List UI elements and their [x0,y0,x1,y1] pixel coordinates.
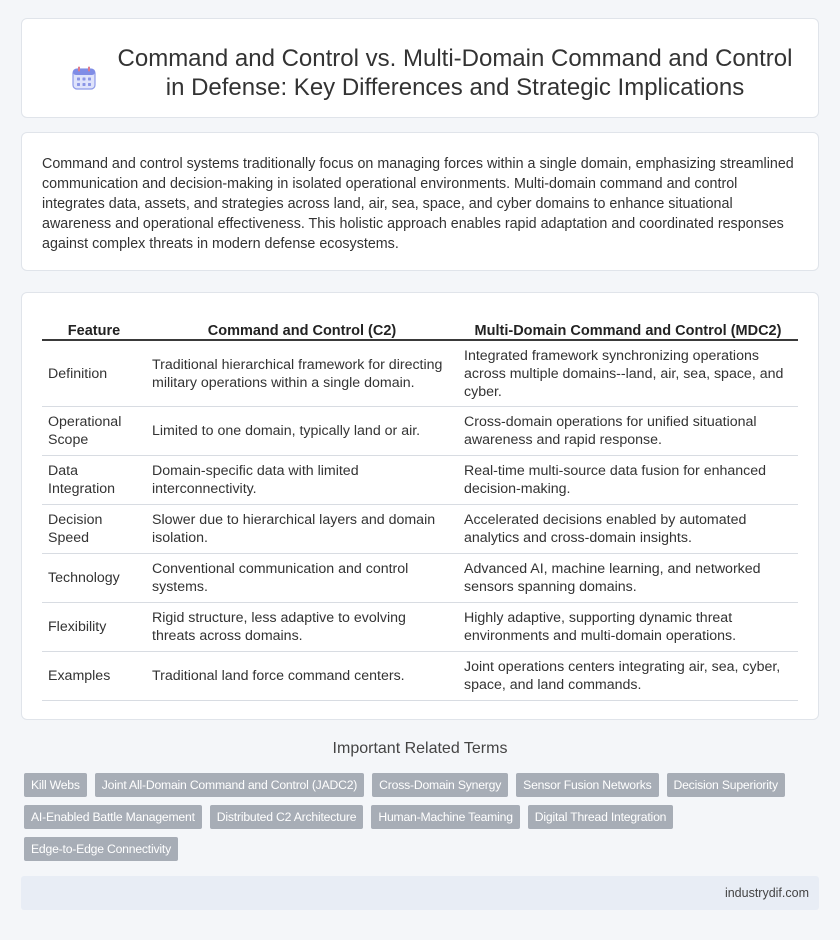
table-header-row [42,313,798,341]
row-feature: Decision Speed [42,505,146,554]
related-term-tag[interactable]: Cross-Domain Synergy [372,773,508,797]
row-mdc2: Cross-domain operations for unified situational awareness and rapid response. [458,407,798,456]
row-c2: Traditional hierarchical framework for directing military operations within a single domain. [146,341,458,407]
row-mdc2: Joint operations centers integrating air, sea, cyber, space, and land commands. [458,652,798,701]
table-row [42,554,798,603]
related-term-tag[interactable]: Joint All-Domain Command and Control (JADC2) [95,773,364,797]
related-terms-list [24,773,804,861]
row-c2: Rigid structure, less adaptive to evolving threats across domains. [146,603,458,652]
intro-paragraph: Command and control systems traditionally focus on managing forces within a single domain, emphasizing streamlined communication and decision-making in isolated operational environments. Multi-domain command and control integrates data, assets, and strategies across land, air, sea, space, and cyber domains to enhance situational awareness and operational effectiveness. This holistic approach enables rapid adaptation and coordinated responses against complex threats in modern defense ecosystems. [42,156,794,252]
table-row [42,407,798,456]
calendar-icon [71,65,97,91]
row-mdc2: Integrated framework synchronizing operations across multiple domains--land, air, sea, space, and cyber. [458,341,798,407]
row-feature: Data Integration [42,456,146,505]
row-feature: Technology [42,554,146,603]
footer-bar [21,876,819,910]
footer-site-link[interactable]: industrydif.com [724,886,809,900]
related-term-tag[interactable]: Decision Superiority [667,773,785,797]
title-card [21,18,819,118]
related-term-tag[interactable]: Distributed C2 Architecture [210,805,364,829]
related-term-tag[interactable]: Human-Machine Teaming [371,805,519,829]
row-mdc2: Accelerated decisions enabled by automated analytics and cross-domain insights. [458,505,798,554]
table-row [42,603,798,652]
row-feature: Flexibility [42,603,146,652]
row-feature: Examples [42,652,146,701]
related-term-tag[interactable]: Kill Webs [24,773,87,797]
table-row [42,341,798,407]
header-feature: Feature [42,313,146,341]
comparison-table-card [21,292,819,720]
related-term-tag[interactable]: Edge-to-Edge Connectivity [24,837,178,861]
row-mdc2: Advanced AI, machine learning, and networked sensors spanning domains. [458,554,798,603]
row-c2: Traditional land force command centers. [146,652,458,701]
table-row [42,652,798,701]
row-mdc2: Highly adaptive, supporting dynamic threat environments and multi-domain operations. [458,603,798,652]
row-c2: Slower due to hierarchical layers and domain isolation. [146,505,458,554]
row-feature: Definition [42,341,146,407]
related-term-tag[interactable]: Sensor Fusion Networks [516,773,658,797]
table-row [42,505,798,554]
related-term-tag[interactable]: AI-Enabled Battle Management [24,805,202,829]
row-mdc2: Real-time multi-source data fusion for enhanced decision-making. [458,456,798,505]
row-c2: Domain-specific data with limited interconnectivity. [146,456,458,505]
header-mdc2: Multi-Domain Command and Control (MDC2) [458,313,798,341]
page-title: Command and Control vs. Multi-Domain Command and Control in Defense: Key Differences and Strategic Implications [117,45,793,101]
header-c2: Command and Control (C2) [146,313,458,341]
intro-card [21,132,819,271]
table-row [42,456,798,505]
comparison-table [42,313,798,701]
row-c2: Limited to one domain, typically land or air. [146,407,458,456]
related-term-tag[interactable]: Digital Thread Integration [528,805,673,829]
related-terms-title: Important Related Terms [332,740,508,757]
row-feature: Operational Scope [42,407,146,456]
row-c2: Conventional communication and control systems. [146,554,458,603]
